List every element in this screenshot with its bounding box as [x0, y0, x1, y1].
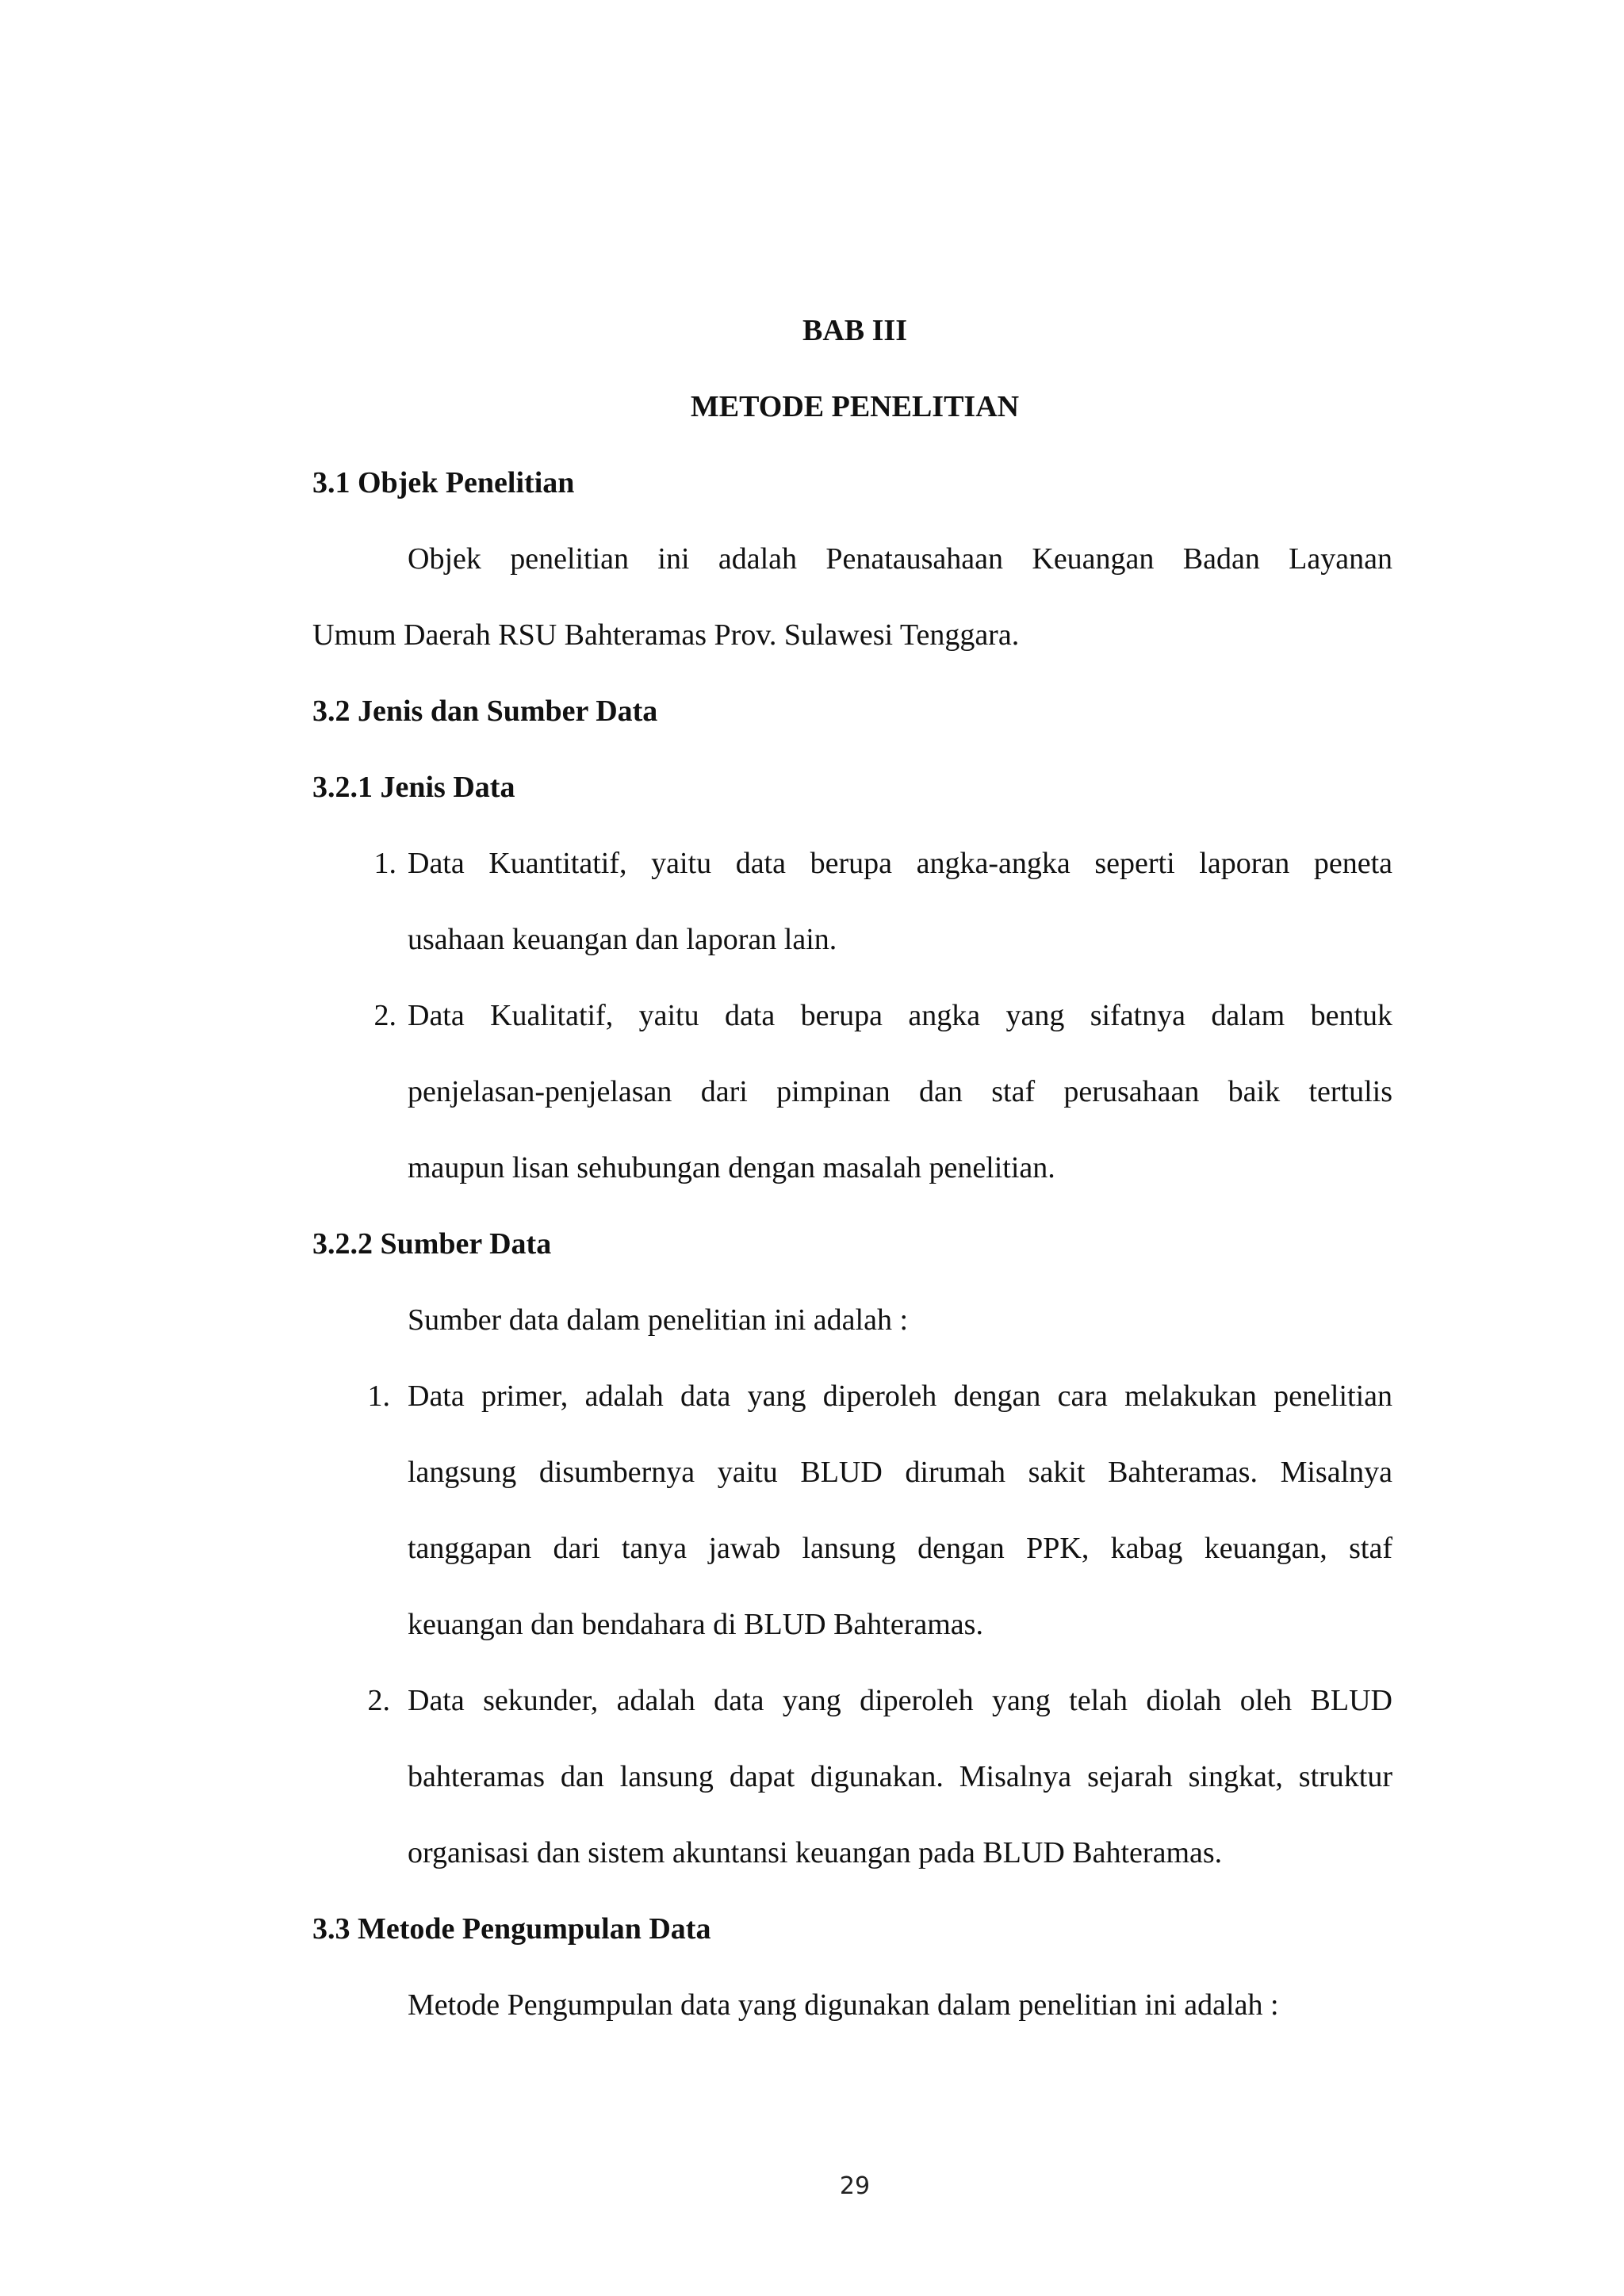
list-item-line: Data primer, adalah data yang diperoleh dengan cara melakukan penelitian	[408, 1380, 1392, 1413]
intro-text: Metode Pengumpulan data yang digunakan dalam penelitian ini adalah :	[408, 1988, 1279, 2022]
chapter-title: METODE PENELITIAN	[690, 390, 1020, 423]
paragraph-line: Umum Daerah RSU Bahteramas Prov. Sulawesi Tenggara.	[312, 618, 1020, 652]
list-item-line: Data sekunder, adalah data yang diperoleh yang telah diolah oleh BLUD	[408, 1684, 1392, 1717]
list-number: 1.	[367, 1380, 390, 1413]
list-item-line: Data Kualitatif, yaitu data berupa angka yang sifatnya dalam bentuk	[408, 999, 1392, 1032]
chapter-label: BAB III	[802, 314, 907, 347]
list-number: 1.	[373, 847, 396, 880]
list-item-line: langsung disumbernya yaitu BLUD dirumah sakit Bahteramas. Misalnya	[408, 1456, 1392, 1489]
list-number: 2.	[367, 1684, 390, 1717]
section-heading-3-1: 3.1 Objek Penelitian	[312, 466, 575, 499]
list-item-line: keuangan dan bendahara di BLUD Bahteramas.	[408, 1608, 983, 1641]
section-heading-3-2-2: 3.2.2 Sumber Data	[312, 1227, 552, 1261]
list-number: 2.	[373, 999, 396, 1032]
section-heading-3-3: 3.3 Metode Pengumpulan Data	[312, 1912, 711, 1946]
page-number: 29	[839, 2172, 871, 2200]
list-item-line: penjelasan-penjelasan dari pimpinan dan staf perusahaan baik tertulis	[408, 1075, 1392, 1108]
list-item-line: bahteramas dan lansung dapat digunakan. Misalnya sejarah singkat, struktur	[408, 1760, 1392, 1793]
list-item-line: organisasi dan sistem akuntansi keuangan pada BLUD Bahteramas.	[408, 1836, 1223, 1869]
list-item-line: maupun lisan sehubungan dengan masalah penelitian.	[408, 1151, 1055, 1184]
section-heading-3-2: 3.2 Jenis dan Sumber Data	[312, 695, 658, 728]
paragraph-line: Objek penelitian ini adalah Penatausahaan Keuangan Badan Layanan	[408, 542, 1392, 576]
list-item-line: Data Kuantitatif, yaitu data berupa angka-angka seperti laporan peneta	[408, 847, 1392, 880]
section-heading-3-2-1: 3.2.1 Jenis Data	[312, 771, 515, 804]
intro-text: Sumber data dalam penelitian ini adalah :	[408, 1303, 909, 1337]
list-item-line: tanggapan dari tanya jawab lansung dengan PPK, kabag keuangan, staf	[408, 1532, 1392, 1565]
list-item-line: usahaan keuangan dan laporan lain.	[408, 923, 837, 956]
